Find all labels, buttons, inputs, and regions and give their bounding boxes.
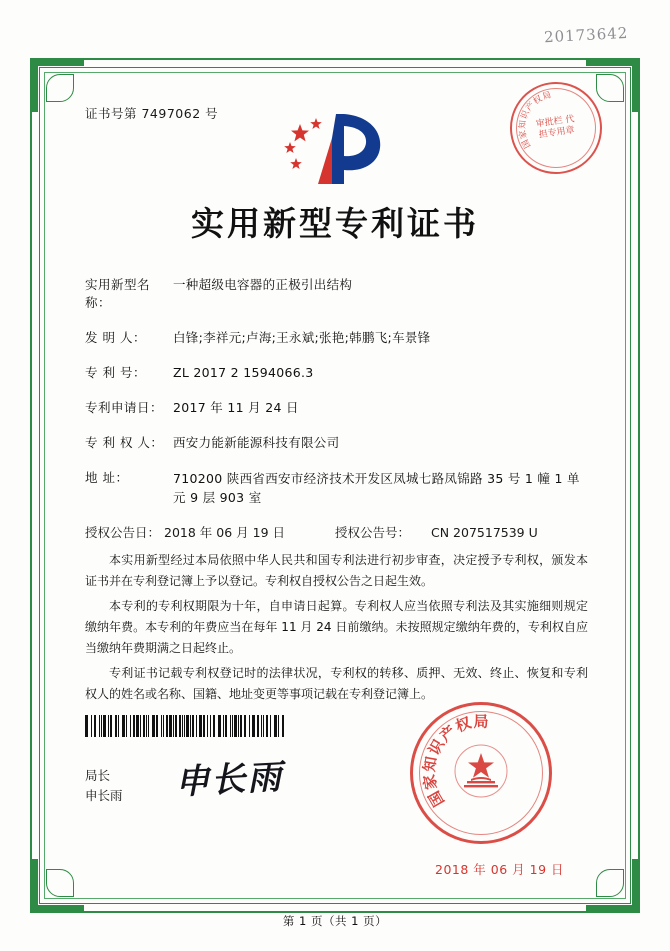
- field-value: 2017 年 11 月 24 日: [173, 400, 299, 415]
- certificate-number: 证书号第 7497062 号: [85, 106, 219, 121]
- field-label: 专 利 号：: [85, 365, 146, 380]
- field-row-application-date: [85, 399, 590, 417]
- field-label: 地 址：: [85, 470, 129, 485]
- field-row-grant-publication: [85, 524, 590, 542]
- field-row-invention-name: [85, 276, 590, 312]
- approval-seal-arc-text: 国 家 知 识 产 权 局: [517, 90, 553, 150]
- certificate-paragraphs: [85, 550, 588, 709]
- field-label: 发 明 人：: [85, 330, 146, 345]
- field-value: 710200 陕西省西安市经济技术开发区凤城七路凤锦路 35 号 1 幢 1 单元 9 层 903 室: [173, 471, 580, 505]
- barcode: [85, 715, 295, 737]
- grant-number-value: CN 207517539 U: [431, 525, 538, 540]
- field-value: 白锋;李祥元;卢海;王永斌;张艳;韩鹏飞;车景锋: [173, 330, 431, 345]
- handwritten-signature: 申长雨: [174, 757, 285, 803]
- field-row-inventors: [85, 329, 590, 347]
- signature-title: 局长: [85, 768, 111, 783]
- signature-block: [85, 766, 123, 806]
- national-emblem-icon: [451, 741, 511, 805]
- signature-name: 申长雨: [85, 788, 123, 803]
- field-row-address: [85, 469, 590, 507]
- cnipa-logo: [60, 108, 610, 190]
- field-label: 专 利 权 人：: [85, 435, 164, 450]
- field-value: 一种超级电容器的正极引出结构: [173, 277, 353, 292]
- field-row-patentee: [85, 434, 590, 452]
- field-value: ZL 2017 2 1594066.3: [173, 365, 314, 380]
- field-label: 专利申请日：: [85, 400, 164, 415]
- cnipa-logo-icon: [270, 108, 400, 190]
- grant-date-label: 授权公告日：: [85, 525, 161, 540]
- handwritten-corner-number: 20173642: [543, 23, 629, 47]
- grant-number-label: 授权公告号：: [335, 525, 411, 540]
- page-footer: 第 1 页（共 1 页）: [282, 914, 388, 928]
- grant-date-group: [85, 524, 335, 542]
- paragraph-1: 本实用新型经过本局依照中华人民共和国专利法进行初步审查，决定授予专利权，颁发本证书并在专利登记簿上予以登记。专利权自授权公告之日起生效。: [85, 553, 588, 588]
- approval-seal-center-text: 审批栏 代担专用章: [535, 114, 576, 141]
- official-round-seal: 国 家 知 识 产 权 局: [410, 702, 552, 844]
- grant-date-value: 2018 年 06 月 19 日: [164, 525, 285, 540]
- page-title: 实用新型专利证书: [191, 204, 479, 243]
- field-label: 实用新型名称：: [85, 277, 151, 310]
- paragraph-3: 专利证书记载专利权登记时的法律状况，专利权的转移、质押、无效、终止、恢复和专利权人的姓名或名称、国籍、地址变更等事项记载在专利登记簿上。: [85, 666, 588, 701]
- field-row-patent-number: [85, 364, 590, 382]
- field-value: 西安力能新能源科技有限公司: [173, 435, 340, 450]
- certificate-fields: [85, 276, 590, 559]
- certificate-content: [60, 80, 610, 891]
- seal-date: 2018 年 06 月 19 日: [435, 862, 564, 877]
- paragraph-2: 本专利的专利权期限为十年，自申请日起算。专利权人应当依照专利法及其实施细则规定缴纳年费。本专利的年费应当在每年 11 月 24 日前缴纳。未按照规定缴纳年费的，专利权自应当缴纳年费期满之日起终止。: [85, 599, 588, 655]
